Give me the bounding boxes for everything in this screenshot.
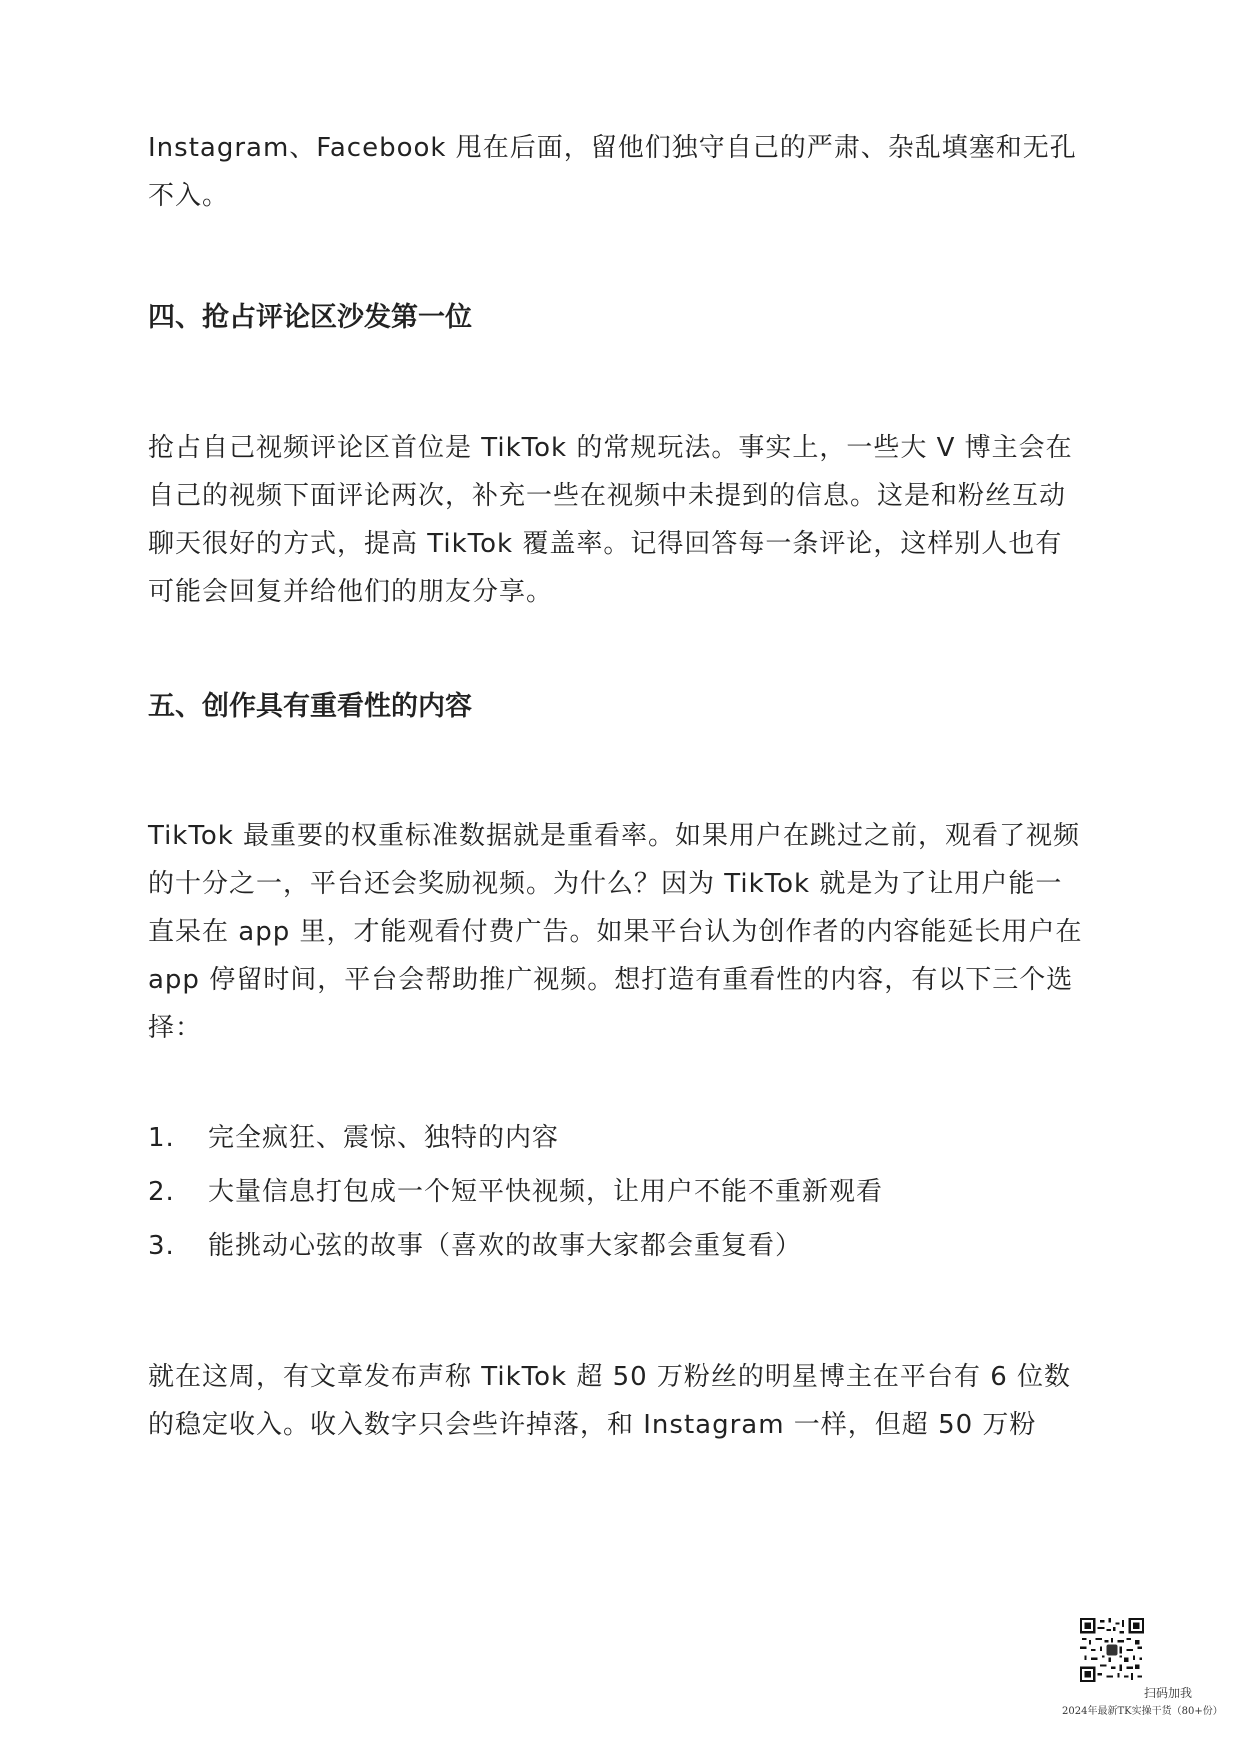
list-text: 大量信息打包成一个短平快视频，让用户不能不重新观看 <box>208 1177 884 1207</box>
list-text: 能挑动心弦的故事（喜欢的故事大家都会重复看） <box>208 1231 803 1261</box>
list-item-2 <box>148 1172 1088 1212</box>
section-heading-4: 四、抢占评论区沙发第一位 <box>148 302 472 333</box>
list-number: 2. <box>148 1177 175 1207</box>
qr-code-icon[interactable] <box>1080 1618 1144 1682</box>
paragraph-rewatch: TikTok 最重要的权重标准数据就是重看率。如果用户在跳过之前，观看了视频的十分之一，平台还会奖励视频。为什么？因为 TikTok 就是为了让用户能一直呆在 app 里，才能观看付费广告。如果平台认为创作者的内容能延长用户在 app 停留时间，平台会帮助推广视频。想打造有重看性的内容，有以下三个选择： <box>148 821 1083 1043</box>
list-text: 完全疯狂、震惊、独特的内容 <box>208 1123 560 1153</box>
qr-code-block[interactable] <box>1062 1618 1232 1738</box>
qr-subcaption: 2024年最新TK实操干货（80+份） <box>1062 1706 1223 1717</box>
paragraph-income: 就在这周，有文章发布声称 TikTok 超 50 万粉丝的明星博主在平台有 6 位数的稳定收入。收入数字只会些许掉落，和 Instagram 一样，但超 50 万粉 <box>148 1362 1072 1440</box>
list-number: 3. <box>148 1231 175 1261</box>
list-item-1 <box>148 1118 1088 1158</box>
qr-caption: 扫码加我 <box>1144 1686 1193 1700</box>
paragraph-intro: Instagram、Facebook 甩在后面，留他们独守自己的严肃、杂乱填塞和无孔不入。 <box>148 133 1077 211</box>
paragraph-comments: 抢占自己视频评论区首位是 TikTok 的常规玩法。事实上，一些大 V 博主会在自己的视频下面评论两次，补充一些在视频中未提到的信息。这是和粉丝互动聊天很好的方式，提高 TikTok 覆盖率。记得回答每一条评论，这样别人也有可能会回复并给他们的朋友分享。 <box>148 433 1073 607</box>
list-number: 1. <box>148 1123 175 1153</box>
section-heading-5: 五、创作具有重看性的内容 <box>148 691 472 722</box>
list-item-3 <box>148 1226 1088 1266</box>
